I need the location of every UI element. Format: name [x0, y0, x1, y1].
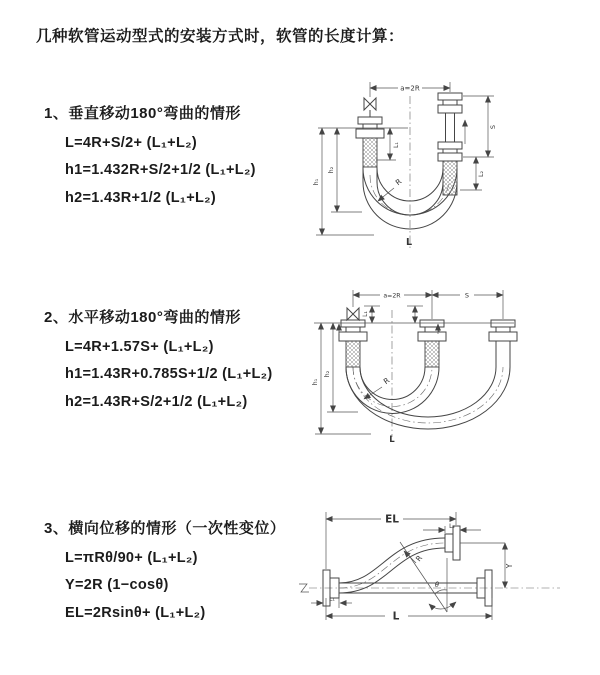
page-title: 几种软管运动型式的安装方式时，软管的长度计算： [36, 28, 405, 45]
dim-label-h2: h₂ [324, 370, 331, 378]
dimension-el [326, 512, 456, 569]
dimension-l1 [311, 596, 352, 608]
centerline-group [353, 310, 503, 437]
dim-label-l1: L₁ [393, 142, 400, 148]
dimension-l1 [362, 306, 423, 323]
radius-callout [378, 177, 403, 201]
dimension-y [460, 543, 514, 588]
diagram-lateral-displacement [295, 500, 580, 645]
formula-length: L=πRθ/90+ (L₁+L₂) [65, 549, 198, 566]
section-2-heading: 2、水平移动180°弯曲的情形 [44, 309, 241, 326]
dimension-a2r [353, 290, 503, 319]
dimension-s [432, 292, 503, 300]
diagram-horizontal-180-bend [296, 282, 566, 447]
formula-h2: h2=1.43R+S/2+1/2 (L₁+L₂) [65, 393, 248, 410]
dim-label-l2: L₂ [449, 523, 455, 530]
dim-label-a2r: a=2R [383, 292, 401, 300]
formula-length: L=4R+S/2+ (L₁+L₂) [65, 134, 197, 151]
dimension-l2 [423, 523, 481, 533]
right-moved-fitting [489, 320, 517, 367]
section-horizontal-movement [44, 306, 273, 410]
valve-icon [347, 308, 353, 320]
radius-label: R [393, 176, 404, 188]
length-label: L [392, 610, 400, 623]
section-vertical-movement [44, 102, 256, 206]
right-moving-fitting [438, 93, 465, 195]
hose-u-bend-far [346, 367, 510, 429]
dim-label-h1: h₁ [313, 178, 320, 186]
dim-label-el: EL [385, 513, 399, 526]
length-label: L [389, 435, 395, 445]
centerline-break-icon [299, 584, 309, 592]
radius-label: R [413, 553, 425, 564]
section-3-heading: 3、横向位移的情形（一次性变位） [44, 520, 286, 537]
formula-h2: h2=1.43R+1/2 (L₁+L₂) [65, 189, 217, 206]
formula-y: Y=2R (1−cosθ) [65, 577, 169, 593]
middle-fitting [418, 320, 446, 367]
dim-label-s: S [464, 291, 470, 300]
section-lateral-displacement [44, 517, 285, 621]
left-fixed-fitting [356, 98, 384, 167]
formula-el: EL=2Rsinθ+ (L₁+L₂) [65, 604, 206, 621]
dim-label-l1: L₁ [329, 596, 335, 603]
dim-label-a2r: a=2R [400, 84, 420, 93]
dim-label-y: Y [505, 563, 514, 569]
dim-label-h2: h₂ [328, 166, 335, 174]
valve-icon [364, 98, 370, 110]
dimension-l2 [460, 157, 485, 190]
formula-h1: h1=1.432R+S/2+1/2 (L₁+L₂) [65, 162, 256, 178]
formula-h1: h1=1.43R+0.785S+1/2 (L₁+L₂) [65, 366, 273, 382]
angle-label: θ [434, 581, 440, 589]
formula-length: L=4R+1.57S+ (L₁+L₂) [65, 338, 214, 355]
dimension-s [463, 96, 497, 157]
section-1-heading: 1、垂直移动180°弯曲的情形 [44, 105, 241, 122]
diagram-vertical-180-bend [302, 72, 542, 262]
dim-label-s: S [489, 124, 497, 130]
length-label: L [405, 237, 413, 248]
radius-label: R [381, 375, 392, 387]
dim-label-l2: L₂ [478, 171, 485, 177]
dim-label-h1: h₁ [312, 378, 319, 386]
hose-u-bend-near [346, 367, 439, 413]
dim-label-l1: L₁ [362, 311, 369, 317]
centerline-group [299, 543, 560, 592]
dimension-l [326, 598, 492, 623]
